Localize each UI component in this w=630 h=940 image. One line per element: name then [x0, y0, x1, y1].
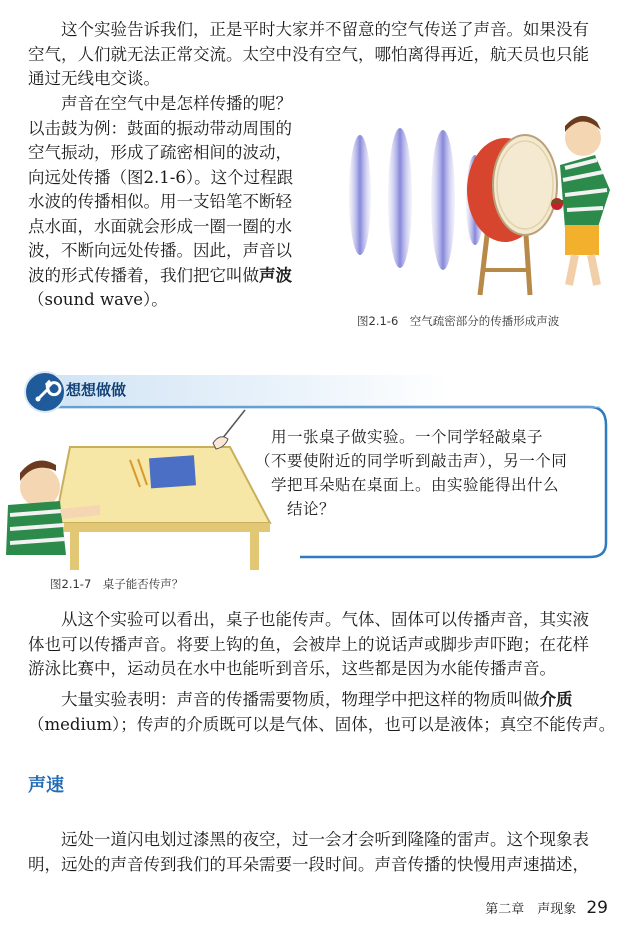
key-term-sound-wave: 声波: [259, 265, 292, 285]
text-line: 通过无线电交谈。: [28, 69, 160, 88]
section-heading: 声速: [28, 775, 64, 796]
text-line: 向远处传播（图2.1-6）。这个过程跟: [28, 167, 294, 187]
text-line: 空气，人们就无法正常交流。太空中没有空气，哪怕离得再近，航天员也只能: [28, 44, 589, 64]
page-footer: [485, 898, 608, 918]
activity-title: 想想做做: [66, 381, 127, 399]
intro-paragraph: [28, 18, 589, 92]
drum-paragraph: [28, 92, 293, 313]
text-line: 空气振动，形成了疏密相间的波动，: [28, 143, 292, 162]
text-line: [28, 264, 293, 289]
page-number: 29: [586, 898, 608, 918]
key-term-medium: 介质: [539, 690, 573, 709]
figure-2-1-6-caption: 图2.1-6 空气疏密部分的传播形成声波: [357, 314, 560, 328]
figure-2-1-7-caption: 图2.1-7 桌子能否传声？: [50, 577, 184, 591]
sound-wave-arcs: [349, 128, 484, 270]
text-fragment: 大量实验表明：声音的传播需要物质，物理学中把这样的物质叫做: [61, 690, 540, 709]
table-experiment-illustration: [0, 405, 280, 570]
text-line: 远处一道闪电划过漆黑的夜空，过一会才会听到隆隆的雷声。这个现象表: [61, 830, 589, 849]
text-line: （不要使附近的同学听到敲击声），另一个同: [255, 452, 568, 470]
drum-sound-wave-illustration: [325, 100, 615, 300]
text-line: 点水面，水面就会形成一圈一圈的水: [28, 216, 292, 236]
medium-paragraph: [28, 688, 615, 737]
text-line: 水波的传播相似。用一支铅笔不断轻: [28, 192, 292, 211]
activity-instructions: [255, 425, 567, 521]
text-line: 明，远处的声音传到我们的耳朵需要一段时间。声音传播的快慢用声速描述，: [28, 854, 589, 874]
drum: [467, 135, 563, 295]
knocking-hand: [213, 410, 245, 449]
text-line: 声音在空气中是怎样传播的呢？: [61, 94, 292, 113]
text-line: 学把耳朵贴在桌面上。由实验能得出什么: [271, 476, 560, 494]
chapter-label: 第二章 声现象: [485, 902, 577, 917]
text-fragment: 波的形式传播着，我们把它叫做: [28, 265, 259, 285]
text-line: （medium）；传声的介质既可以是气体、固体，也可以是液体；真空不能传声。: [28, 714, 616, 734]
text-line: 结论？: [287, 500, 336, 518]
drummer-boy: [552, 116, 610, 285]
text-line: 这个实验告诉我们，正是平时大家并不留意的空气传送了声音。如果没有: [61, 20, 589, 39]
text-line: 用一张桌子做实验。一个同学轻敲桌子: [271, 428, 544, 446]
text-line: 以击鼓为例：鼓面的振动带动周围的: [28, 118, 292, 138]
text-line: 游泳比赛中，运动员在水中也能听到音乐，这些都是因为水能传播声音。: [28, 659, 556, 678]
text-line: （sound wave）。: [28, 290, 168, 309]
text-line: 体也可以传播声音。将要上钩的鱼，会被岸上的说话声或脚步声吓跑；在花样: [28, 634, 589, 654]
text-line: [28, 688, 615, 713]
text-line: 从这个实验可以看出，桌子也能传声。气体、固体可以传播声音，其实液: [61, 610, 589, 629]
text-line: 波，不断向远处传播。因此，声音以: [28, 241, 292, 260]
speed-paragraph: [28, 828, 589, 877]
liquid-paragraph: [28, 608, 589, 682]
